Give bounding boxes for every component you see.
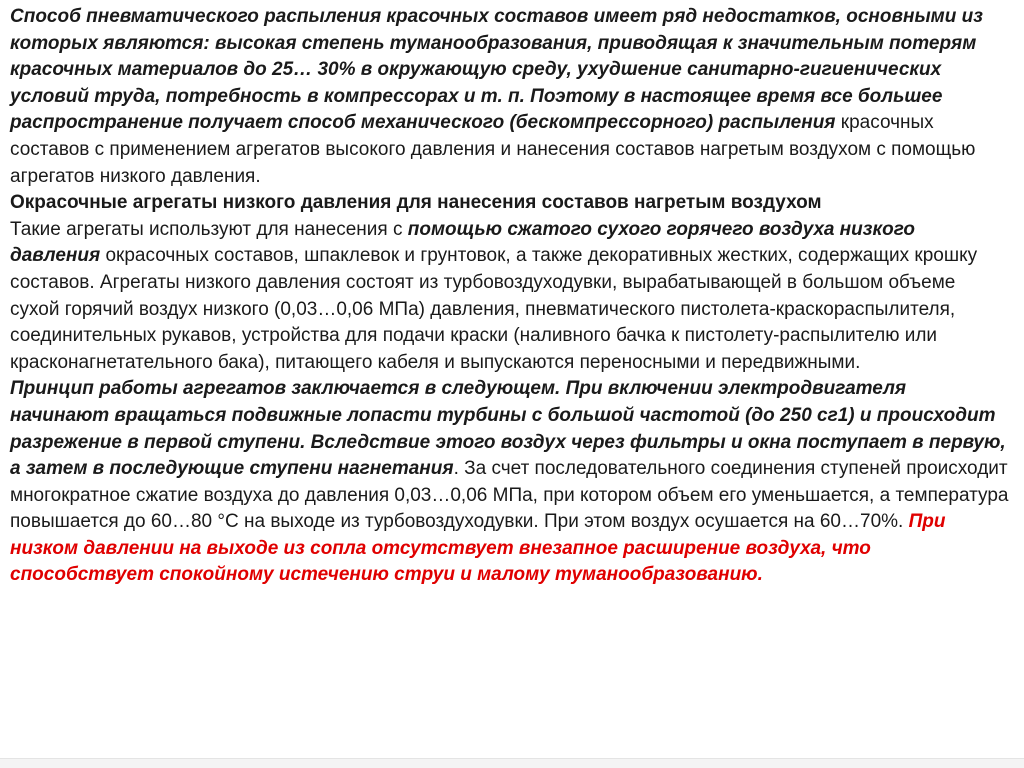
section-body-lead: Такие агрегаты используют для нанесения с	[10, 218, 408, 240]
principle-emphasis-text: Принцип работы агрегатов заключается в следующем. При включении электродвигателя начинают вращаться подвижные лопасти турбины с большой частотой (до 250 сг1) и происходит разрежение в первой ступени. Вследствие этого воздух через фильтры и окна поступает в первую, а затем в последующие ступени нагнетания	[10, 378, 1006, 480]
section-body-emphasis: помощью сжатого сухого горячего воздуха низкого давления	[10, 218, 915, 267]
intro-regular-text: красочных составов с применением агрегатов высокого давления и нанесения составов нагретым воздухом с помощью агрегатов низкого давления.	[10, 112, 976, 187]
section-heading: Окрасочные агрегаты низкого давления для нанесения составов нагретым воздухом	[10, 192, 822, 214]
principle-red-highlight: При низком давлении на выходе из сопла отсутствует внезапное расширение воздуха, что способствует спокойному истечению струи и малому туманообразованию.	[10, 511, 946, 586]
principle-regular-text: . За счет последовательного соединения ступеней происходит многократное сжатие воздуха до давления 0,03…0,06 МПа, при котором объем его уменьшается, а температура повышается до 60…80 °С на выходе из турбовоздуходувки. При этом воздух осушается на 60…70%.	[10, 458, 1009, 533]
principle-paragraph	[10, 376, 1010, 589]
slide-content	[10, 4, 1010, 589]
section-body-paragraph	[10, 217, 1010, 377]
intro-paragraph	[10, 4, 1010, 190]
intro-emphasis-text: Способ пневматического распыления красочных составов имеет ряд недостатков, основными из которых являются: высокая степень туманообразования, приводящая к значительным потерям красочных материалов до 25… 30% в окружающую среду, ухудшение санитарно-гигиенических условий труда, потребность в компрессорах и т. п. Поэтому в настоящее время все большее распространение получает способ механического (бескомпрессорного) распыления	[10, 6, 983, 134]
section-body-rest: окрасочных составов, шпаклевок и грунтовок, а также декоративных жестких, содержащих крошку составов. Агрегаты низкого давления состоят из турбовоздуходувки, вырабатывающей в большом объеме сухой горячий воздух низкого (0,03…0,06 МПа) давления, пневматического пистолета-краскораспылителя, соединительных рукавов, устройства для подачи краски (наливного бачка к пистолету-распылителю или красконагнетательного бака), питающего кабеля и выпускаются переносными и передвижными.	[10, 245, 978, 373]
